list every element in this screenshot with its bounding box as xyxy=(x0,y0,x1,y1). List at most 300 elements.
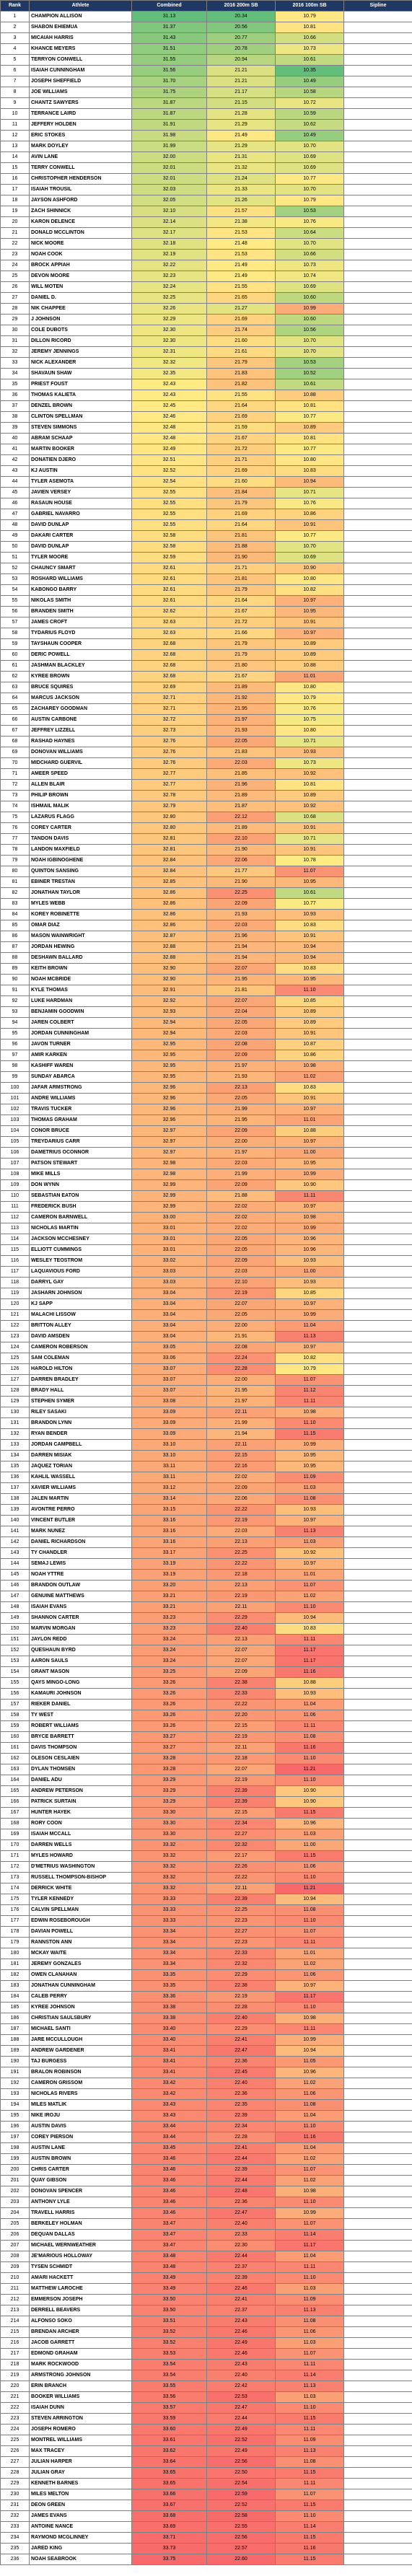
rank-cell[interactable]: 202 xyxy=(1,2186,30,2197)
100m-sb-cell[interactable]: 10.77 xyxy=(276,444,344,455)
rank-cell[interactable]: 12 xyxy=(1,131,30,141)
combined-cell[interactable]: 33.43 xyxy=(132,2100,207,2111)
combined-cell[interactable]: 31.91 xyxy=(132,120,207,131)
200m-sb-cell[interactable]: 21.69 xyxy=(207,315,276,325)
athlete-cell[interactable]: DONATIEN DJERO xyxy=(30,455,132,466)
combined-cell[interactable]: 31.43 xyxy=(132,33,207,44)
combined-cell[interactable]: 32.43 xyxy=(132,379,207,390)
sipline-cell[interactable] xyxy=(344,1126,412,1137)
rank-cell[interactable]: 229 xyxy=(1,2479,30,2489)
rank-cell[interactable]: 106 xyxy=(1,1148,30,1159)
athlete-cell[interactable]: DAVIAN POWELL xyxy=(30,1927,132,1938)
combined-cell[interactable]: 32.86 xyxy=(132,910,207,920)
combined-cell[interactable]: 33.21 xyxy=(132,1602,207,1613)
200m-sb-cell[interactable]: 22.22 xyxy=(207,1700,276,1710)
rank-cell[interactable]: 217 xyxy=(1,2349,30,2360)
100m-sb-cell[interactable]: 11.11 xyxy=(276,2425,344,2435)
100m-sb-cell[interactable]: 10.59 xyxy=(276,109,344,120)
rank-cell[interactable]: 64 xyxy=(1,693,30,704)
100m-sb-cell[interactable]: 10.69 xyxy=(276,152,344,163)
100m-sb-cell[interactable]: 10.99 xyxy=(276,2035,344,2046)
200m-sb-cell[interactable]: 22.57 xyxy=(207,2544,276,2554)
100m-sb-cell[interactable]: 10.88 xyxy=(276,390,344,401)
athlete-cell[interactable]: KYREE BROWN xyxy=(30,672,132,682)
sipline-cell[interactable] xyxy=(344,1916,412,1927)
athlete-cell[interactable]: BRENDAN ARCHER xyxy=(30,2327,132,2338)
rank-cell[interactable]: 49 xyxy=(1,531,30,542)
combined-cell[interactable]: 33.09 xyxy=(132,1418,207,1429)
sipline-cell[interactable] xyxy=(344,953,412,964)
200m-sb-cell[interactable]: 22.29 xyxy=(207,2024,276,2035)
100m-sb-cell[interactable]: 11.02 xyxy=(276,2078,344,2089)
athlete-cell[interactable]: GABRIEL NAVARRO xyxy=(30,509,132,520)
sipline-cell[interactable] xyxy=(344,455,412,466)
sipline-cell[interactable] xyxy=(344,1624,412,1635)
200m-sb-cell[interactable]: 21.24 xyxy=(207,174,276,185)
athlete-cell[interactable]: JAQUEZ TORIAN xyxy=(30,1461,132,1472)
combined-cell[interactable]: 33.09 xyxy=(132,1429,207,1440)
combined-cell[interactable]: 31.99 xyxy=(132,141,207,152)
combined-cell[interactable]: 32.01 xyxy=(132,163,207,174)
rank-cell[interactable]: 226 xyxy=(1,2446,30,2457)
sipline-cell[interactable] xyxy=(344,401,412,412)
combined-cell[interactable]: 33.54 xyxy=(132,2370,207,2381)
athlete-cell[interactable]: MONTREL WILLIAMS xyxy=(30,2435,132,2446)
combined-cell[interactable]: 32.24 xyxy=(132,282,207,293)
200m-sb-cell[interactable]: 22.09 xyxy=(207,1667,276,1678)
sipline-cell[interactable] xyxy=(344,704,412,715)
sipline-cell[interactable] xyxy=(344,2392,412,2403)
sipline-cell[interactable] xyxy=(344,607,412,617)
combined-cell[interactable]: 32.80 xyxy=(132,823,207,834)
sipline-cell[interactable] xyxy=(344,1559,412,1570)
sipline-cell[interactable] xyxy=(344,628,412,639)
combined-cell[interactable]: 33.38 xyxy=(132,2003,207,2013)
rank-cell[interactable]: 26 xyxy=(1,282,30,293)
200m-sb-cell[interactable]: 22.40 xyxy=(207,2219,276,2230)
sipline-cell[interactable] xyxy=(344,1072,412,1083)
sipline-cell[interactable] xyxy=(344,801,412,812)
combined-cell[interactable]: 32.95 xyxy=(132,1061,207,1072)
200m-sb-cell[interactable]: 22.02 xyxy=(207,1202,276,1213)
combined-cell[interactable]: 32.96 xyxy=(132,1104,207,1115)
200m-sb-cell[interactable]: 22.13 xyxy=(207,1581,276,1591)
200m-sb-cell[interactable]: 22.07 xyxy=(207,1299,276,1310)
combined-cell[interactable]: 33.59 xyxy=(132,2414,207,2425)
200m-sb-cell[interactable]: 21.29 xyxy=(207,120,276,131)
200m-sb-cell[interactable]: 21.93 xyxy=(207,910,276,920)
rank-cell[interactable]: 76 xyxy=(1,823,30,834)
100m-sb-cell[interactable]: 11.06 xyxy=(276,2089,344,2100)
100m-sb-cell[interactable]: 11.17 xyxy=(276,1656,344,1667)
combined-cell[interactable]: 32.90 xyxy=(132,975,207,985)
athlete-cell[interactable]: MILES MATLIK xyxy=(30,2100,132,2111)
sipline-cell[interactable] xyxy=(344,791,412,801)
combined-cell[interactable]: 32.69 xyxy=(132,682,207,693)
sipline-cell[interactable] xyxy=(344,1743,412,1754)
header-sipline[interactable]: Sipline xyxy=(344,1,412,12)
athlete-cell[interactable]: EDWIN ROSEBOROUGH xyxy=(30,1916,132,1927)
100m-sb-cell[interactable]: 10.75 xyxy=(276,715,344,726)
sipline-cell[interactable] xyxy=(344,260,412,271)
200m-sb-cell[interactable]: 22.03 xyxy=(207,1159,276,1169)
combined-cell[interactable]: 33.68 xyxy=(132,2511,207,2522)
sipline-cell[interactable] xyxy=(344,531,412,542)
200m-sb-cell[interactable]: 22.39 xyxy=(207,1786,276,1797)
100m-sb-cell[interactable]: 10.93 xyxy=(276,1256,344,1267)
combined-cell[interactable]: 33.61 xyxy=(132,2435,207,2446)
athlete-cell[interactable]: JOSEPH ROMERO xyxy=(30,2425,132,2435)
sipline-cell[interactable] xyxy=(344,2544,412,2554)
100m-sb-cell[interactable]: 11.11 xyxy=(276,2262,344,2273)
header-100m-sb[interactable]: 2016 100m SB xyxy=(276,1,344,12)
rank-cell[interactable]: 189 xyxy=(1,2046,30,2057)
200m-sb-cell[interactable]: 22.42 xyxy=(207,2381,276,2392)
100m-sb-cell[interactable]: 10.97 xyxy=(276,1137,344,1148)
100m-sb-cell[interactable]: 10.87 xyxy=(276,1039,344,1050)
rank-cell[interactable]: 18 xyxy=(1,195,30,206)
100m-sb-cell[interactable]: 10.71 xyxy=(276,488,344,498)
sipline-cell[interactable] xyxy=(344,693,412,704)
sipline-cell[interactable] xyxy=(344,1191,412,1202)
combined-cell[interactable]: 33.46 xyxy=(132,2165,207,2176)
sipline-cell[interactable] xyxy=(344,910,412,920)
rank-cell[interactable]: 165 xyxy=(1,1786,30,1797)
rank-cell[interactable]: 128 xyxy=(1,1386,30,1397)
200m-sb-cell[interactable]: 21.71 xyxy=(207,563,276,574)
100m-sb-cell[interactable]: 10.98 xyxy=(276,2186,344,2197)
combined-cell[interactable]: 32.99 xyxy=(132,1202,207,1213)
rank-cell[interactable]: 45 xyxy=(1,488,30,498)
rank-cell[interactable]: 84 xyxy=(1,910,30,920)
200m-sb-cell[interactable]: 21.74 xyxy=(207,325,276,336)
100m-sb-cell[interactable]: 11.10 xyxy=(276,1916,344,1927)
100m-sb-cell[interactable]: 10.83 xyxy=(276,466,344,477)
200m-sb-cell[interactable]: 22.32 xyxy=(207,1959,276,1970)
100m-sb-cell[interactable]: 11.15 xyxy=(276,2533,344,2544)
100m-sb-cell[interactable]: 10.76 xyxy=(276,498,344,509)
athlete-cell[interactable]: DAKARI CARTER xyxy=(30,531,132,542)
200m-sb-cell[interactable]: 22.40 xyxy=(207,2013,276,2024)
combined-cell[interactable]: 32.63 xyxy=(132,617,207,628)
rank-cell[interactable]: 38 xyxy=(1,412,30,423)
100m-sb-cell[interactable]: 10.93 xyxy=(276,1278,344,1288)
combined-cell[interactable]: 32.84 xyxy=(132,866,207,877)
combined-cell[interactable]: 32.81 xyxy=(132,845,207,856)
rank-cell[interactable]: 110 xyxy=(1,1191,30,1202)
athlete-cell[interactable]: COREY PIERSON xyxy=(30,2132,132,2143)
athlete-cell[interactable]: MIDCHARD GUERVIL xyxy=(30,758,132,769)
rank-cell[interactable]: 111 xyxy=(1,1202,30,1213)
combined-cell[interactable]: 33.32 xyxy=(132,1840,207,1851)
sipline-cell[interactable] xyxy=(344,2554,412,2565)
rank-cell[interactable]: 95 xyxy=(1,1029,30,1039)
combined-cell[interactable]: 33.49 xyxy=(132,2273,207,2284)
200m-sb-cell[interactable]: 22.25 xyxy=(207,888,276,899)
rank-cell[interactable]: 115 xyxy=(1,1245,30,1256)
100m-sb-cell[interactable]: 11.00 xyxy=(276,1267,344,1278)
combined-cell[interactable]: 32.68 xyxy=(132,661,207,672)
200m-sb-cell[interactable]: 22.08 xyxy=(207,1342,276,1353)
sipline-cell[interactable] xyxy=(344,336,412,347)
100m-sb-cell[interactable]: 10.98 xyxy=(276,1061,344,1072)
sipline-cell[interactable] xyxy=(344,131,412,141)
sipline-cell[interactable] xyxy=(344,1223,412,1234)
athlete-cell[interactable]: DEVON MOORE xyxy=(30,271,132,282)
combined-cell[interactable]: 33.21 xyxy=(132,1591,207,1602)
200m-sb-cell[interactable]: 22.37 xyxy=(207,2262,276,2273)
200m-sb-cell[interactable]: 22.04 xyxy=(207,1007,276,1018)
100m-sb-cell[interactable]: 10.70 xyxy=(276,542,344,553)
combined-cell[interactable]: 32.03 xyxy=(132,185,207,195)
combined-cell[interactable]: 33.11 xyxy=(132,1461,207,1472)
sipline-cell[interactable] xyxy=(344,2511,412,2522)
rank-cell[interactable]: 127 xyxy=(1,1375,30,1386)
200m-sb-cell[interactable]: 21.64 xyxy=(207,401,276,412)
200m-sb-cell[interactable]: 21.53 xyxy=(207,228,276,239)
sipline-cell[interactable] xyxy=(344,2403,412,2414)
100m-sb-cell[interactable]: 11.15 xyxy=(276,1429,344,1440)
200m-sb-cell[interactable]: 22.15 xyxy=(207,1451,276,1461)
sipline-cell[interactable] xyxy=(344,1635,412,1645)
100m-sb-cell[interactable]: 10.92 xyxy=(276,801,344,812)
rank-cell[interactable]: 17 xyxy=(1,185,30,195)
sipline-cell[interactable] xyxy=(344,1483,412,1494)
combined-cell[interactable]: 33.16 xyxy=(132,1526,207,1537)
100m-sb-cell[interactable]: 11.14 xyxy=(276,2230,344,2241)
sipline-cell[interactable] xyxy=(344,1137,412,1148)
200m-sb-cell[interactable]: 21.88 xyxy=(207,542,276,553)
200m-sb-cell[interactable]: 22.35 xyxy=(207,2100,276,2111)
sipline-cell[interactable] xyxy=(344,2186,412,2197)
100m-sb-cell[interactable]: 11.08 xyxy=(276,2457,344,2468)
athlete-cell[interactable]: DENZEL BROWN xyxy=(30,401,132,412)
100m-sb-cell[interactable]: 11.11 xyxy=(276,1635,344,1645)
athlete-cell[interactable]: ELLIOTT CUMMINGS xyxy=(30,1245,132,1256)
sipline-cell[interactable] xyxy=(344,195,412,206)
athlete-cell[interactable]: MICHAEL WERNWEATHER xyxy=(30,2241,132,2251)
sipline-cell[interactable] xyxy=(344,1678,412,1689)
200m-sb-cell[interactable]: 21.99 xyxy=(207,1169,276,1180)
athlete-cell[interactable]: COLE DUBOTS xyxy=(30,325,132,336)
rank-cell[interactable]: 214 xyxy=(1,2316,30,2327)
athlete-cell[interactable]: JAVIEN VERSEY xyxy=(30,488,132,498)
athlete-cell[interactable]: THOMAS GRAHAM xyxy=(30,1115,132,1126)
100m-sb-cell[interactable]: 11.10 xyxy=(276,2403,344,2414)
athlete-cell[interactable]: RILEY SASAKI xyxy=(30,1407,132,1418)
athlete-cell[interactable]: MILES MELTON xyxy=(30,2489,132,2500)
combined-cell[interactable]: 32.25 xyxy=(132,293,207,304)
sipline-cell[interactable] xyxy=(344,985,412,996)
100m-sb-cell[interactable]: 10.99 xyxy=(276,1440,344,1451)
combined-cell[interactable]: 33.41 xyxy=(132,2057,207,2067)
rank-cell[interactable]: 212 xyxy=(1,2295,30,2305)
athlete-cell[interactable]: JULIAN HARPER xyxy=(30,2457,132,2468)
sipline-cell[interactable] xyxy=(344,1970,412,1981)
200m-sb-cell[interactable]: 22.53 xyxy=(207,2392,276,2403)
combined-cell[interactable]: 32.45 xyxy=(132,401,207,412)
combined-cell[interactable]: 32.73 xyxy=(132,726,207,737)
rank-cell[interactable]: 215 xyxy=(1,2327,30,2338)
combined-cell[interactable]: 33.46 xyxy=(132,2208,207,2219)
sipline-cell[interactable] xyxy=(344,1516,412,1526)
sipline-cell[interactable] xyxy=(344,185,412,195)
200m-sb-cell[interactable]: 21.66 xyxy=(207,628,276,639)
combined-cell[interactable]: 32.78 xyxy=(132,791,207,801)
rank-cell[interactable]: 227 xyxy=(1,2457,30,2468)
200m-sb-cell[interactable]: 22.19 xyxy=(207,1775,276,1786)
rank-cell[interactable]: 116 xyxy=(1,1256,30,1267)
rank-cell[interactable]: 125 xyxy=(1,1353,30,1364)
sipline-cell[interactable] xyxy=(344,726,412,737)
sipline-cell[interactable] xyxy=(344,2046,412,2057)
100m-sb-cell[interactable]: 10.61 xyxy=(276,379,344,390)
rank-cell[interactable]: 154 xyxy=(1,1667,30,1678)
100m-sb-cell[interactable]: 10.94 xyxy=(276,1894,344,1905)
athlete-cell[interactable]: ISAIAH CUNNINGHAM xyxy=(30,66,132,76)
athlete-cell[interactable]: TRAVIS TUCKER xyxy=(30,1104,132,1115)
100m-sb-cell[interactable]: 10.91 xyxy=(276,931,344,942)
100m-sb-cell[interactable]: 11.13 xyxy=(276,1332,344,1342)
athlete-cell[interactable]: RIEKER DANIEL xyxy=(30,1700,132,1710)
combined-cell[interactable]: 32.77 xyxy=(132,780,207,791)
combined-cell[interactable]: 33.16 xyxy=(132,1516,207,1526)
100m-sb-cell[interactable]: 11.10 xyxy=(276,2197,344,2208)
athlete-cell[interactable]: MIKE MILLS xyxy=(30,1169,132,1180)
sipline-cell[interactable] xyxy=(344,2024,412,2035)
athlete-cell[interactable]: JAYLON REDD xyxy=(30,1635,132,1645)
200m-sb-cell[interactable]: 21.21 xyxy=(207,76,276,87)
combined-cell[interactable]: 32.05 xyxy=(132,195,207,206)
sipline-cell[interactable] xyxy=(344,2489,412,2500)
sipline-cell[interactable] xyxy=(344,1948,412,1959)
rank-cell[interactable]: 130 xyxy=(1,1407,30,1418)
combined-cell[interactable]: 33.34 xyxy=(132,1959,207,1970)
200m-sb-cell[interactable]: 22.05 xyxy=(207,1018,276,1029)
100m-sb-cell[interactable]: 10.60 xyxy=(276,315,344,325)
sipline-cell[interactable] xyxy=(344,2479,412,2489)
athlete-cell[interactable]: KJ AUSTIN xyxy=(30,466,132,477)
combined-cell[interactable]: 32.48 xyxy=(132,423,207,434)
100m-sb-cell[interactable]: 10.90 xyxy=(276,563,344,574)
sipline-cell[interactable] xyxy=(344,563,412,574)
combined-cell[interactable]: 32.94 xyxy=(132,1029,207,1039)
header-200m-sb[interactable]: 2016 200m SB xyxy=(207,1,276,12)
100m-sb-cell[interactable]: 11.08 xyxy=(276,1905,344,1916)
200m-sb-cell[interactable]: 21.17 xyxy=(207,87,276,98)
100m-sb-cell[interactable]: 11.01 xyxy=(276,672,344,682)
sipline-cell[interactable] xyxy=(344,1700,412,1710)
sipline-cell[interactable] xyxy=(344,1829,412,1840)
200m-sb-cell[interactable]: 22.11 xyxy=(207,1883,276,1894)
sipline-cell[interactable] xyxy=(344,1440,412,1451)
200m-sb-cell[interactable]: 21.96 xyxy=(207,780,276,791)
sipline-cell[interactable] xyxy=(344,1245,412,1256)
combined-cell[interactable]: 32.62 xyxy=(132,607,207,617)
100m-sb-cell[interactable]: 11.11 xyxy=(276,1938,344,1948)
sipline-cell[interactable] xyxy=(344,44,412,55)
combined-cell[interactable]: 33.26 xyxy=(132,1678,207,1689)
200m-sb-cell[interactable]: 22.22 xyxy=(207,1505,276,1516)
200m-sb-cell[interactable]: 21.79 xyxy=(207,585,276,596)
athlete-cell[interactable]: AUSTIN LANE xyxy=(30,2143,132,2154)
200m-sb-cell[interactable]: 22.28 xyxy=(207,2132,276,2143)
200m-sb-cell[interactable]: 21.72 xyxy=(207,617,276,628)
athlete-cell[interactable]: EDMOND GRAHAM xyxy=(30,2349,132,2360)
combined-cell[interactable]: 32.59 xyxy=(132,553,207,563)
rank-cell[interactable]: 10 xyxy=(1,109,30,120)
200m-sb-cell[interactable]: 21.49 xyxy=(207,271,276,282)
athlete-cell[interactable]: ERIC STOKES xyxy=(30,131,132,141)
sipline-cell[interactable] xyxy=(344,498,412,509)
athlete-cell[interactable]: JALEN MARTIN xyxy=(30,1494,132,1505)
athlete-cell[interactable]: NIK CHAPPEE xyxy=(30,304,132,315)
200m-sb-cell[interactable]: 22.00 xyxy=(207,1375,276,1386)
100m-sb-cell[interactable]: 11.07 xyxy=(276,2489,344,2500)
200m-sb-cell[interactable]: 21.49 xyxy=(207,260,276,271)
rank-cell[interactable]: 211 xyxy=(1,2284,30,2295)
100m-sb-cell[interactable]: 10.94 xyxy=(276,2046,344,2057)
athlete-cell[interactable]: ALLEN BLAIR xyxy=(30,780,132,791)
200m-sb-cell[interactable]: 21.99 xyxy=(207,1104,276,1115)
100m-sb-cell[interactable]: 11.03 xyxy=(276,2392,344,2403)
sipline-cell[interactable] xyxy=(344,2414,412,2425)
combined-cell[interactable]: 33.53 xyxy=(132,2349,207,2360)
200m-sb-cell[interactable]: 22.00 xyxy=(207,1137,276,1148)
100m-sb-cell[interactable]: 11.15 xyxy=(276,2554,344,2565)
combined-cell[interactable]: 32.55 xyxy=(132,488,207,498)
rank-cell[interactable]: 70 xyxy=(1,758,30,769)
100m-sb-cell[interactable]: 10.70 xyxy=(276,336,344,347)
rank-cell[interactable]: 149 xyxy=(1,1613,30,1624)
athlete-cell[interactable]: J JOHNSON xyxy=(30,315,132,325)
200m-sb-cell[interactable]: 21.82 xyxy=(207,379,276,390)
rank-cell[interactable]: 205 xyxy=(1,2219,30,2230)
athlete-cell[interactable]: TY CHANDLER xyxy=(30,1548,132,1559)
sipline-cell[interactable] xyxy=(344,2219,412,2230)
100m-sb-cell[interactable]: 10.76 xyxy=(276,704,344,715)
200m-sb-cell[interactable]: 22.07 xyxy=(207,1656,276,1667)
200m-sb-cell[interactable]: 21.95 xyxy=(207,1386,276,1397)
sipline-cell[interactable] xyxy=(344,1602,412,1613)
200m-sb-cell[interactable]: 22.36 xyxy=(207,2197,276,2208)
combined-cell[interactable]: 32.48 xyxy=(132,434,207,444)
100m-sb-cell[interactable]: 10.82 xyxy=(276,585,344,596)
combined-cell[interactable]: 32.01 xyxy=(132,174,207,185)
athlete-cell[interactable]: EMMERSON JOSEPH xyxy=(30,2295,132,2305)
athlete-cell[interactable]: ZACHAREY GOODMAN xyxy=(30,704,132,715)
200m-sb-cell[interactable]: 22.39 xyxy=(207,1894,276,1905)
combined-cell[interactable]: 32.30 xyxy=(132,336,207,347)
rank-cell[interactable]: 82 xyxy=(1,888,30,899)
combined-cell[interactable]: 33.16 xyxy=(132,1537,207,1548)
rank-cell[interactable]: 168 xyxy=(1,1819,30,1829)
combined-cell[interactable]: 32.61 xyxy=(132,574,207,585)
athlete-cell[interactable]: AMARI HACKETT xyxy=(30,2273,132,2284)
combined-cell[interactable]: 33.57 xyxy=(132,2403,207,2414)
rank-cell[interactable]: 4 xyxy=(1,44,30,55)
200m-sb-cell[interactable]: 21.67 xyxy=(207,672,276,682)
200m-sb-cell[interactable]: 22.24 xyxy=(207,1353,276,1364)
rank-cell[interactable]: 80 xyxy=(1,866,30,877)
combined-cell[interactable]: 33.03 xyxy=(132,1267,207,1278)
200m-sb-cell[interactable]: 21.99 xyxy=(207,1418,276,1429)
200m-sb-cell[interactable]: 21.90 xyxy=(207,553,276,563)
sipline-cell[interactable] xyxy=(344,553,412,563)
200m-sb-cell[interactable]: 22.47 xyxy=(207,2403,276,2414)
combined-cell[interactable]: 33.07 xyxy=(132,1386,207,1397)
combined-cell[interactable]: 33.52 xyxy=(132,2338,207,2349)
